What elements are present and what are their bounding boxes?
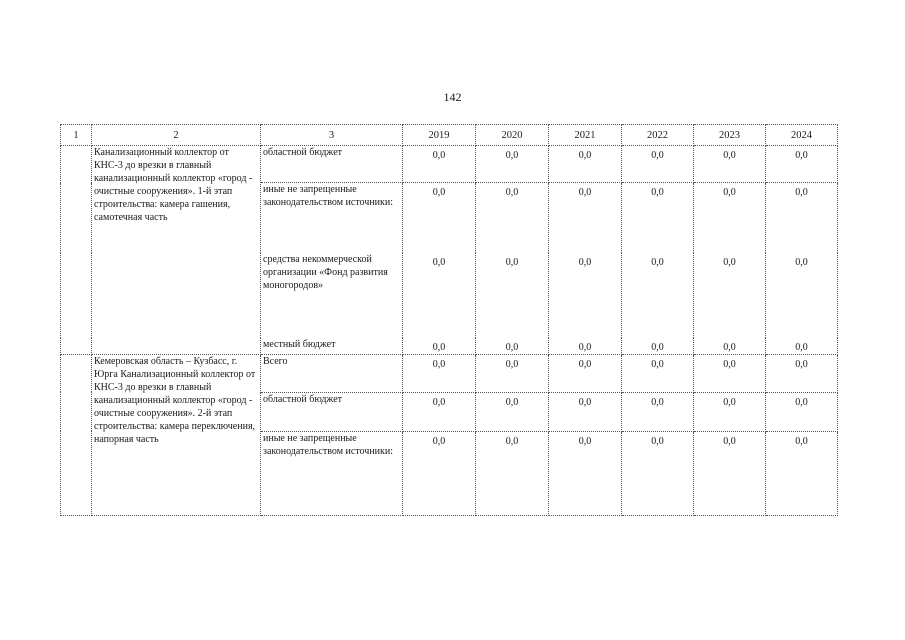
value-cell: 0,0 xyxy=(476,146,549,183)
budget-table xyxy=(60,124,838,516)
table-header-row xyxy=(61,125,838,146)
value-cell: 0,0 xyxy=(622,146,694,183)
value-cell: 0,0 xyxy=(403,431,476,515)
value-cell: 0,0 xyxy=(622,183,694,253)
value-cell: 0,0 xyxy=(694,392,766,431)
value-cell: 0,0 xyxy=(549,183,622,253)
value-cell: 0,0 xyxy=(403,354,476,392)
value-cell: 0,0 xyxy=(403,338,476,355)
column-header: 3 xyxy=(261,125,403,146)
value-cell: 0,0 xyxy=(622,392,694,431)
value-cell: 0,0 xyxy=(476,392,549,431)
value-cell: 0,0 xyxy=(622,338,694,355)
table-row xyxy=(61,354,838,392)
column-header: 1 xyxy=(61,125,92,146)
value-cell: 0,0 xyxy=(766,183,838,253)
value-cell: 0,0 xyxy=(694,431,766,515)
value-cell: 0,0 xyxy=(476,253,549,338)
funding-source-cell: областной бюджет xyxy=(261,146,403,183)
value-cell: 0,0 xyxy=(476,354,549,392)
value-cell: 0,0 xyxy=(403,392,476,431)
table-row xyxy=(61,146,838,183)
page-number: 142 xyxy=(443,90,462,104)
object-name-cell: Кемеровская область – Кузбасс, г. Юрга Канализационный коллектор от КНС-3 до врезки в главный канализационный коллектор «город - очистные сооружения». 2-й этап строительства: камера переключения, напорная часть xyxy=(92,354,261,515)
value-cell: 0,0 xyxy=(694,253,766,338)
value-cell: 0,0 xyxy=(622,253,694,338)
column-header: 2 xyxy=(92,125,261,146)
value-cell: 0,0 xyxy=(476,183,549,253)
value-cell: 0,0 xyxy=(549,146,622,183)
value-cell: 0,0 xyxy=(549,253,622,338)
value-cell: 0,0 xyxy=(403,253,476,338)
value-cell: 0,0 xyxy=(403,183,476,253)
value-cell: 0,0 xyxy=(766,338,838,355)
object-name-cell: Канализационный коллектор от КНС-3 до врезки в главный канализационный коллектор «город - очистные сооружения». 1-й этап строительства: камера гашения, самотечная часть xyxy=(92,146,261,355)
column-header: 2019 xyxy=(403,125,476,146)
value-cell: 0,0 xyxy=(403,146,476,183)
value-cell: 0,0 xyxy=(766,146,838,183)
value-cell: 0,0 xyxy=(549,392,622,431)
value-cell: 0,0 xyxy=(766,392,838,431)
value-cell: 0,0 xyxy=(766,354,838,392)
value-cell: 0,0 xyxy=(766,253,838,338)
funding-source-cell: областной бюджет xyxy=(261,392,403,431)
funding-source-cell: средства некоммерческой организации «Фонд развития моногородов» xyxy=(261,253,403,338)
value-cell: 0,0 xyxy=(549,338,622,355)
row-number-cell xyxy=(61,146,92,355)
funding-source-cell: иные не запрещенные законодательством источники: xyxy=(261,183,403,253)
column-header: 2021 xyxy=(549,125,622,146)
funding-source-cell: иные не запрещенные законодательством источники: xyxy=(261,431,403,515)
value-cell: 0,0 xyxy=(622,431,694,515)
value-cell: 0,0 xyxy=(694,338,766,355)
value-cell: 0,0 xyxy=(476,431,549,515)
value-cell: 0,0 xyxy=(766,431,838,515)
value-cell: 0,0 xyxy=(694,354,766,392)
value-cell: 0,0 xyxy=(622,354,694,392)
value-cell: 0,0 xyxy=(476,338,549,355)
row-number-cell xyxy=(61,354,92,515)
value-cell: 0,0 xyxy=(694,146,766,183)
value-cell: 0,0 xyxy=(549,431,622,515)
funding-source-cell: местный бюджет xyxy=(261,338,403,355)
column-header: 2022 xyxy=(622,125,694,146)
value-cell: 0,0 xyxy=(694,183,766,253)
value-cell: 0,0 xyxy=(549,354,622,392)
funding-source-cell: Всего xyxy=(261,354,403,392)
column-header: 2023 xyxy=(694,125,766,146)
column-header: 2020 xyxy=(476,125,549,146)
column-header: 2024 xyxy=(766,125,838,146)
